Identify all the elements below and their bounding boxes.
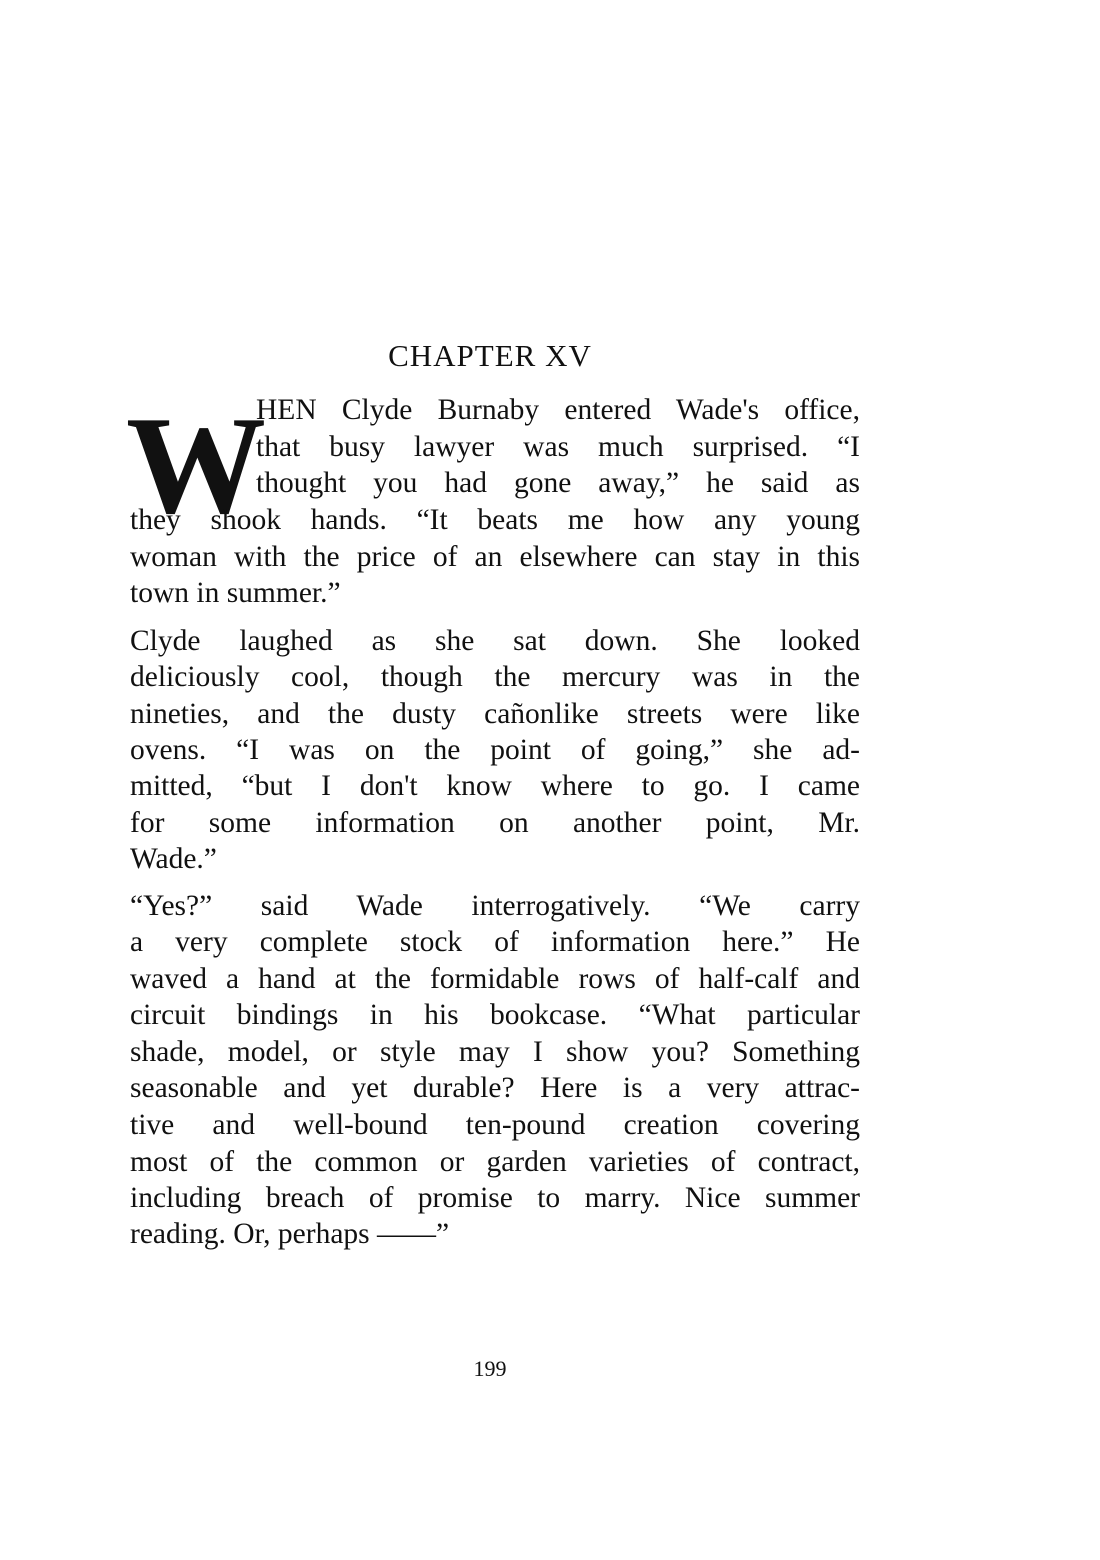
text-line: most of the common or garden varieties of contract, [130,1146,860,1178]
text-line: seasonable and yet durable? Here is a very attrac- [130,1072,860,1104]
text-line: they shook hands. “It beats me how any young [130,504,860,536]
text-line: reading. Or, perhaps ——” [130,1218,450,1250]
drop-cap: W [126,388,266,543]
text-line: town in summer.” [130,577,341,609]
text-line: nineties, and the dusty cañonlike streets were like [130,698,860,730]
text-line: that busy lawyer was much surprised. “I [256,431,860,463]
text-line: “Yes?” said Wade interrogatively. “We carry [130,890,860,922]
text-line: mitted, “but I don't know where to go. I came [130,770,860,802]
text-line: HEN Clyde Burnaby entered Wade's office, [256,394,860,426]
text-line: Wade.” [130,843,217,875]
chapter-title: CHAPTER XV [388,338,592,373]
text-line: waved a hand at the formidable rows of half-calf and [130,963,860,995]
page-number: 199 [473,1356,507,1381]
text-line: a very complete stock of information here.” He [130,926,860,958]
text-line: circuit bindings in his bookcase. “What particular [130,999,860,1031]
text-line: shade, model, or style may I show you? Something [130,1036,860,1068]
text-line: ovens. “I was on the point of going,” she ad- [130,734,860,766]
text-line: for some information on another point, Mr. [130,807,860,839]
text-line: tive and well-bound ten-pound creation covering [130,1109,860,1141]
text-line: thought you had gone away,” he said as [256,467,860,499]
text-line: woman with the price of an elsewhere can stay in this [130,541,860,573]
text-line: deliciously cool, though the mercury was in the [130,661,860,693]
text-line: Clyde laughed as she sat down. She looked [130,625,860,657]
text-line: including breach of promise to marry. Nice summer [130,1182,860,1214]
